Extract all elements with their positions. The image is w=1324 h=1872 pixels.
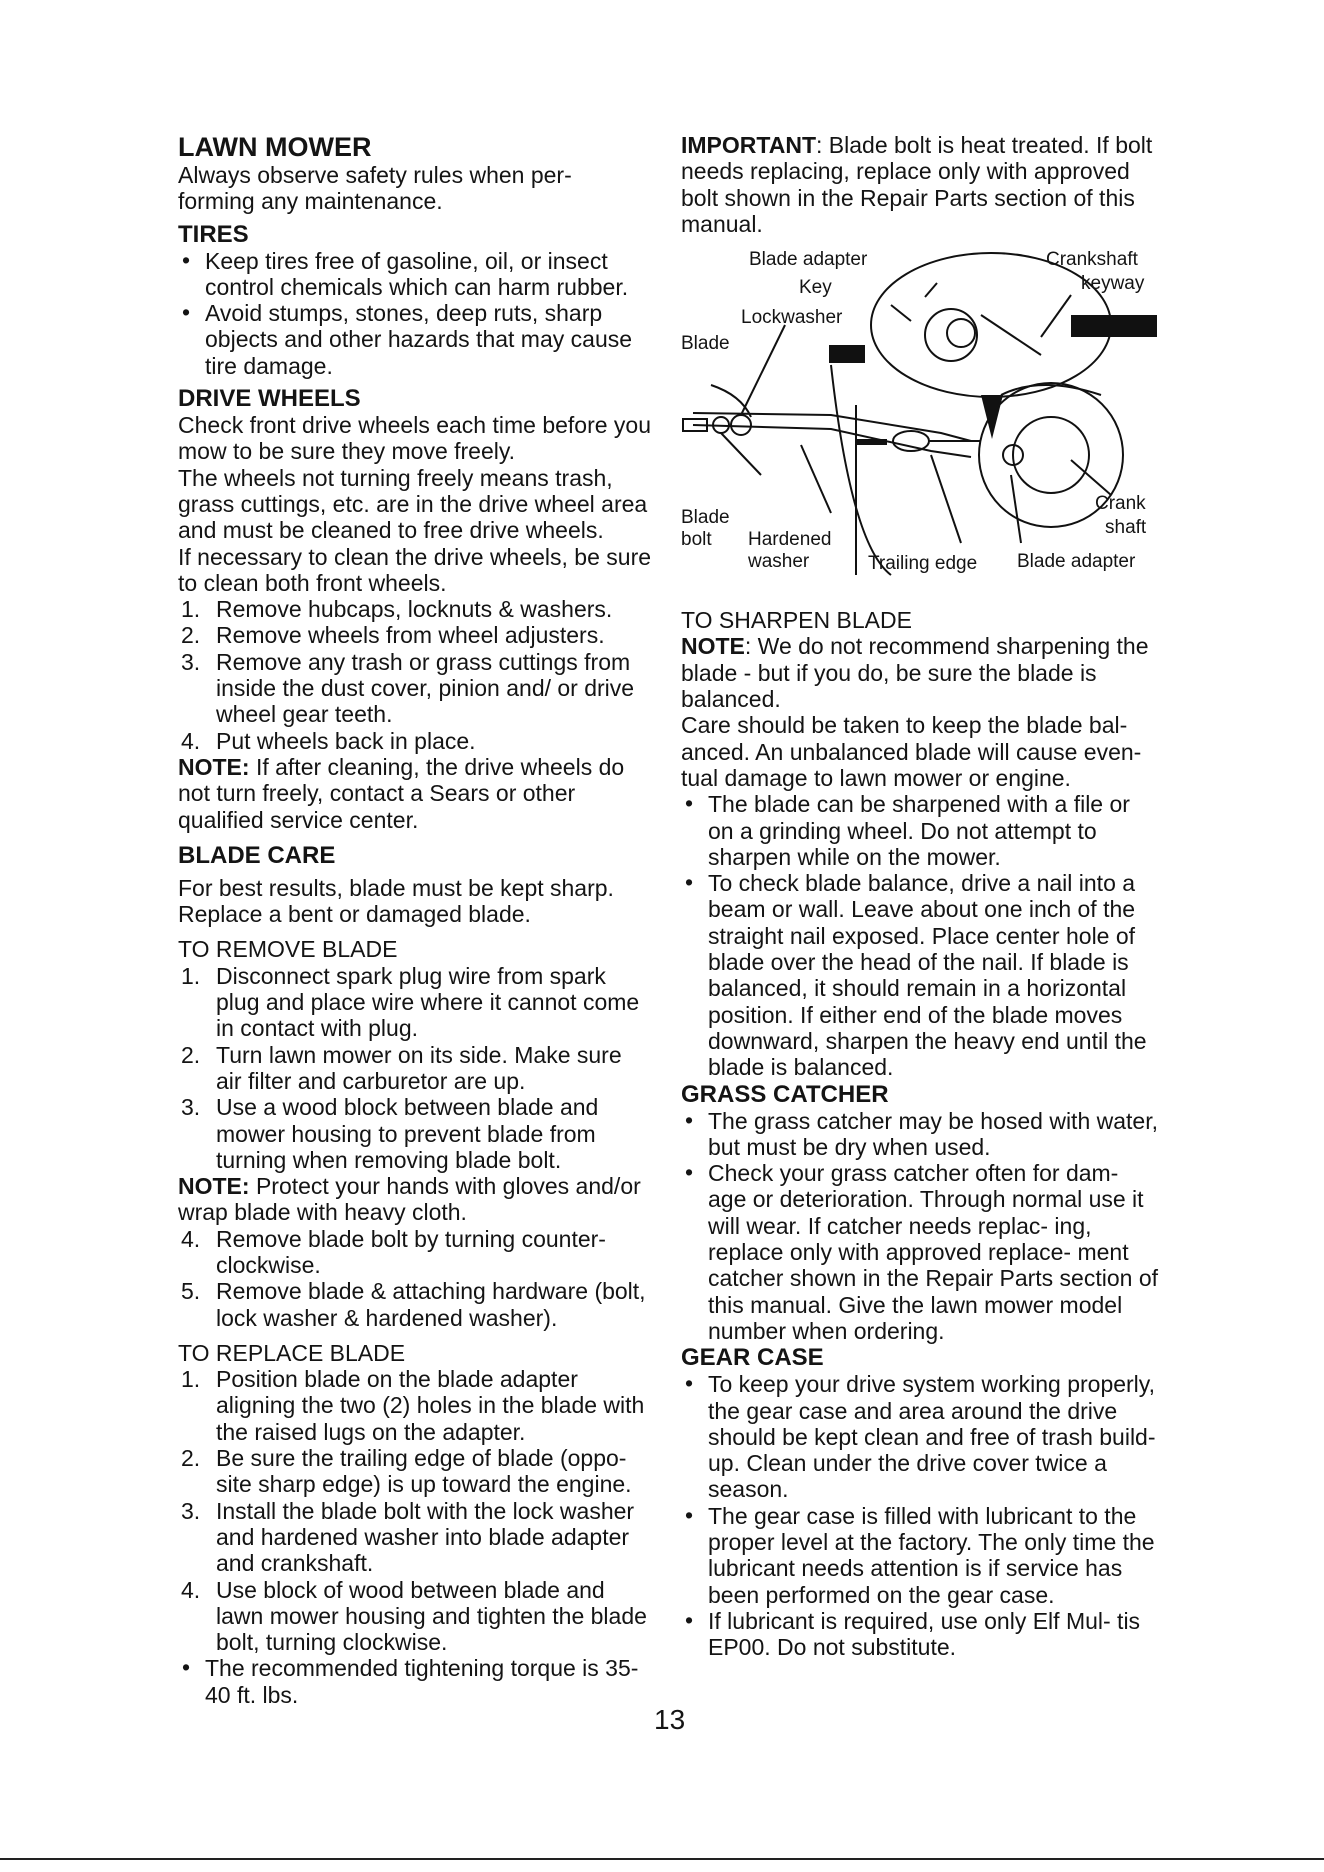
section-title-lawn-mower: LAWN MOWER: [178, 132, 372, 162]
paragraph: The wheels not turning freely means trash, grass cuttings, etc. are in the drive wheel area and must be cleaned to free drive wheels.: [178, 464, 648, 544]
paragraph: If necessary to clean the drive wheels, be sure to clean both front wheels.: [178, 543, 652, 596]
list-item: 2. Remove wheels from wheel adjusters.: [181, 622, 605, 649]
subheading-remove-blade: TO REMOVE BLADE: [178, 936, 398, 963]
paragraph: Care should be taken to keep the blade bal- anced. An unbalanced blade will cause even- tual damage to lawn mower or engine.: [681, 712, 1142, 791]
blade-assembly-diagram: [681, 245, 1159, 593]
label-blade-adapter-top: Blade adapter: [749, 249, 868, 271]
bullet-icon: •: [182, 299, 191, 326]
list-item: • Keep tires free of gasoline, oil, or insect control chemicals which can harm rubber.: [182, 246, 629, 300]
label-key: Key: [799, 277, 832, 299]
note-paragraph: NOTE: We do not recommend sharpening the blade - but if you do, be sure the blade is balanced.: [681, 633, 1149, 713]
label-crankshaft-keyway-2: keyway: [1081, 273, 1145, 295]
list-item: 1. Disconnect spark plug wire from spark plug and place wire where it cannot come in contact with plug.: [181, 962, 640, 1042]
intro-text: Always observe safety rules when per- forming any maintenance.: [178, 162, 572, 215]
paragraph: Check front drive wheels each time before you mow to be sure they move freely.: [178, 412, 652, 465]
bullet-icon: •: [685, 1501, 694, 1528]
note-paragraph: NOTE: Protect your hands with gloves and/or wrap blade with heavy cloth.: [178, 1173, 641, 1226]
list-item: 3. Install the blade bolt with the lock washer and hardened washer into blade adapter and crankshaft.: [181, 1497, 635, 1577]
bullet-icon: •: [685, 1370, 694, 1397]
list-item: 3. Use a wood block between blade and mower housing to prevent blade from turning when removing blade bolt.: [181, 1094, 599, 1173]
label-hardened-washer-1: Hardened: [748, 529, 832, 551]
bullet-icon: •: [685, 790, 694, 817]
label-crank-shaft-1: Crank: [1095, 493, 1146, 515]
subheading-replace-blade: TO REPLACE BLADE: [178, 1339, 406, 1366]
label-crankshaft-keyway-1: Crankshaft: [1046, 249, 1138, 271]
list-item: • Check your grass catcher often for dam- age or deterioration. Through normal use it will wear. If catcher needs replac- ing, replace only with approved replace- ment catcher shown in the Repair Parts section of this manual. Give the lawn mower model number when ordering.: [685, 1159, 1159, 1344]
label-blade: Blade: [681, 333, 730, 355]
list-item: 1. Remove hubcaps, locknuts & washers.: [181, 596, 613, 623]
bullet-icon: •: [182, 1654, 191, 1681]
left-column: [178, 132, 652, 1708]
heading-drive-wheels: DRIVE WHEELS: [178, 385, 361, 413]
list-item: • If lubricant is required, use only Elf Mul- tis EP00. Do not substitute.: [685, 1606, 1141, 1661]
list-item: 4. Put wheels back in place.: [181, 727, 476, 754]
list-item: 5. Remove blade & attaching hardware (bolt, lock washer & hardened washer).: [181, 1278, 646, 1331]
page-number: 13: [654, 1704, 686, 1735]
list-item: • The gear case is filled with lubricant to the proper level at the factory. The only time the lubricant needs attention is if service has been performed on the gear case.: [685, 1501, 1155, 1608]
label-lockwasher: Lockwasher: [741, 307, 843, 329]
right-column: [681, 132, 1159, 1660]
list-item: • The grass catcher may be hosed with water, but must be dry when used.: [685, 1106, 1158, 1160]
list-item: 2. Turn lawn mower on its side. Make sure air filter and carburetor are up.: [181, 1041, 622, 1094]
heading-blade-care: BLADE CARE: [178, 841, 336, 869]
heading-tires: TIRES: [178, 220, 249, 248]
label-blade-adapter-bottom: Blade adapter: [1017, 551, 1136, 573]
list-item: 1. Position blade on the blade adapter aligning the two (2) holes in the blade with the raised lugs on the adapter.: [181, 1366, 645, 1445]
heading-gear-case: GEAR CASE: [681, 1344, 824, 1372]
list-item: 4. Use block of wood between blade and lawn mower housing and tighten the blade bolt, turning clockwise.: [181, 1576, 647, 1656]
list-item: • To check blade balance, drive a nail into a beam or wall. Leave about one inch of the straight nail exposed. Place center hole of blade over the head of the nail. If blade is balanced, it should remain in a horizontal position. If either end of the blade moves downward, sharpen the heavy end until the blade is balanced.: [685, 869, 1147, 1081]
note-paragraph: NOTE: If after cleaning, the drive wheels do not turn freely, contact a Sears or other qualified service center.: [178, 753, 625, 833]
list-item: 4. Remove blade bolt by turning counter- clockwise.: [181, 1225, 606, 1278]
list-item: • Avoid stumps, stones, deep ruts, sharp objects and other hazards that may cause tire damage.: [182, 299, 633, 379]
list-item: • To keep your drive system working properly, the gear case and area around the drive should be kept clean and free of trash build-up. Clean under the drive cover twice a season.: [685, 1370, 1156, 1503]
bottom-divider: [0, 1858, 1324, 1860]
important-paragraph: IMPORTANT: Blade bolt is heat treated. If bolt needs replacing, replace only with approved bolt shown in the Repair Parts section of this manual.: [681, 132, 1153, 237]
list-item: 3. Remove any trash or grass cuttings from inside the dust cover, pinion and/ or drive wheel gear teeth.: [181, 648, 635, 728]
bullet-icon: •: [685, 1159, 694, 1186]
list-item: • The blade can be sharpened with a file or on a grinding wheel. Do not attempt to sharpen while on the mower.: [685, 790, 1130, 870]
bullet-icon: •: [182, 246, 191, 273]
paragraph: For best results, blade must be kept sharp. Replace a bent or damaged blade.: [178, 874, 614, 928]
list-item: • The recommended tightening torque is 35-40 ft. lbs.: [182, 1654, 639, 1708]
bullet-icon: •: [685, 1606, 694, 1633]
label-blade-bolt-2: bolt: [681, 529, 712, 551]
list-item: 2. Be sure the trailing edge of blade (oppo- site sharp edge) is up toward the engine.: [181, 1445, 632, 1498]
bullet-icon: •: [685, 1106, 694, 1133]
subheading-sharpen-blade: TO SHARPEN BLADE: [681, 607, 912, 634]
label-blade-bolt-1: Blade: [681, 507, 730, 529]
label-hardened-washer-2: washer: [748, 551, 810, 573]
label-crank-shaft-2: shaft: [1105, 517, 1147, 539]
bullet-icon: •: [685, 869, 694, 896]
label-trailing-edge: Trailing edge: [868, 553, 978, 575]
heading-grass-catcher: GRASS CATCHER: [681, 1080, 889, 1108]
